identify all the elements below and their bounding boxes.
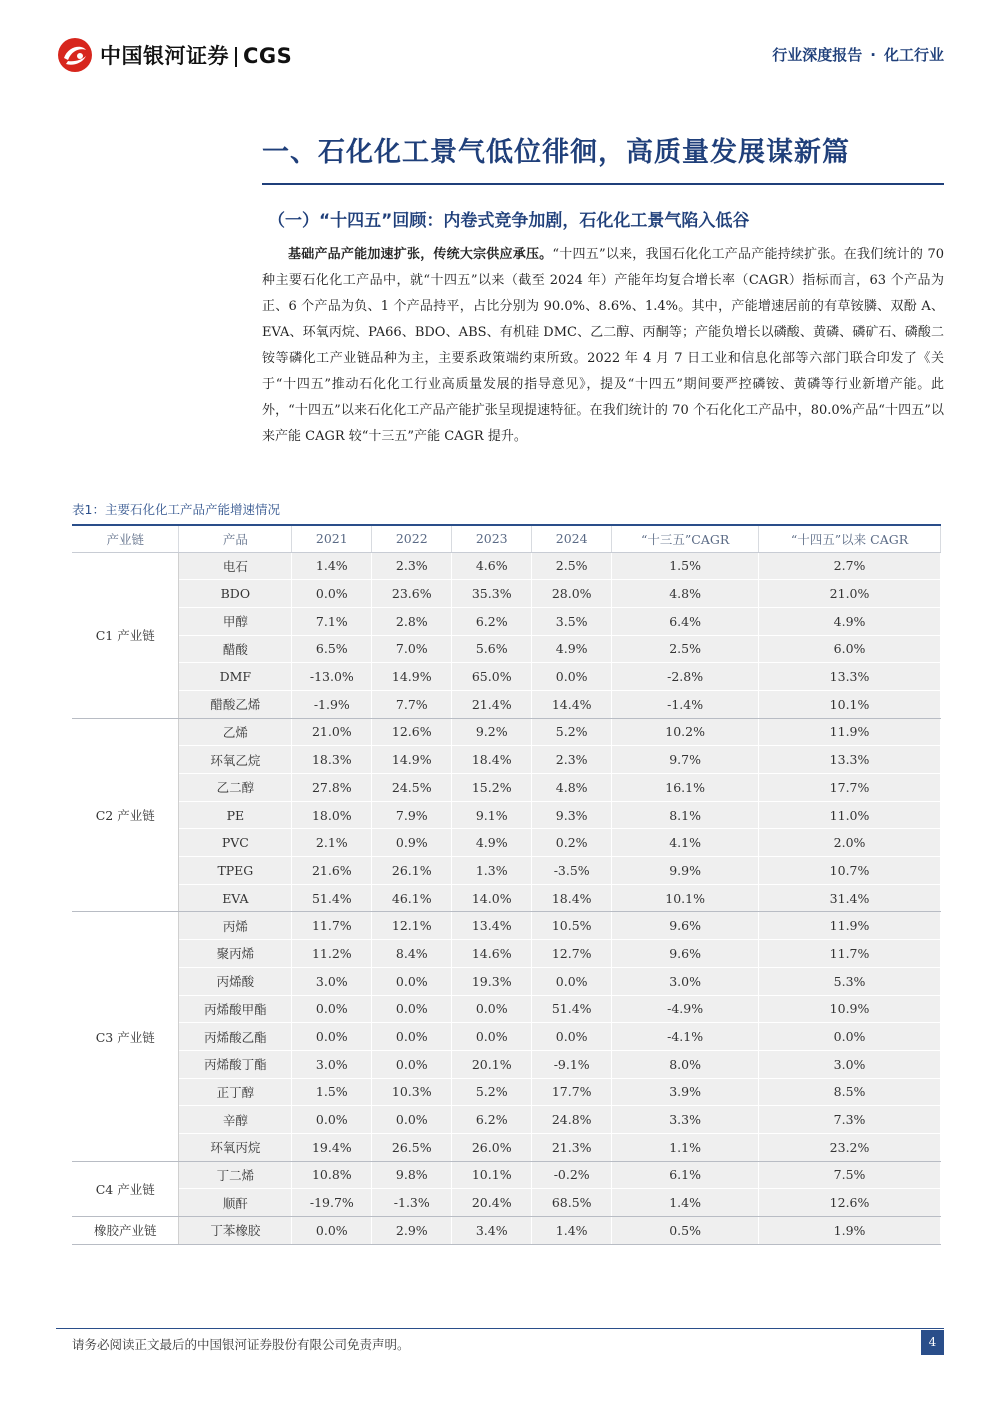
table-row [72,552,941,580]
value-cell: 10.9% [759,995,941,1023]
value-cell: 1.5% [292,1078,372,1106]
value-cell: 1.3% [452,857,532,885]
product-cell: 丁苯橡胶 [179,1217,292,1245]
separator-dot: · [870,46,876,64]
value-cell: 3.0% [612,967,759,995]
product-cell: 丙烯酸 [179,967,292,995]
product-cell: DMF [179,663,292,691]
value-cell: 9.3% [532,801,612,829]
value-cell: 31.4% [759,884,941,912]
value-cell: 12.1% [372,912,452,940]
value-cell: 0.0% [532,1023,612,1051]
table-row [72,940,941,968]
value-cell: 26.5% [372,1133,452,1161]
value-cell: 1.4% [292,552,372,580]
capacity-growth-table [72,524,941,1245]
value-cell: 21.0% [759,580,941,608]
value-cell: 3.0% [292,1050,372,1078]
value-cell: 15.2% [452,774,532,802]
product-cell: 正丁醇 [179,1078,292,1106]
product-cell: 丁二烯 [179,1161,292,1189]
value-cell: 13.4% [452,912,532,940]
value-cell: 14.4% [532,690,612,718]
value-cell: 2.9% [372,1217,452,1245]
value-cell: 13.3% [759,746,941,774]
value-cell: -9.1% [532,1050,612,1078]
value-cell: 51.4% [292,884,372,912]
table-row [72,1161,941,1189]
value-cell: 7.9% [372,801,452,829]
product-cell: 甲醇 [179,607,292,635]
table-row [72,801,941,829]
value-cell: -4.1% [612,1023,759,1051]
value-cell: 7.7% [372,690,452,718]
footer-divider [56,1328,944,1329]
value-cell: 9.6% [612,940,759,968]
value-cell: 17.7% [759,774,941,802]
value-cell: 1.1% [612,1133,759,1161]
cgs-logo-icon [56,36,94,74]
value-cell: 3.9% [612,1078,759,1106]
footer-disclaimer: 请务必阅读正文最后的中国银河证券股份有限公司免责声明。 [72,1337,410,1352]
value-cell: 2.7% [759,552,941,580]
value-cell: 0.0% [292,1023,372,1051]
value-cell: 2.1% [292,829,372,857]
value-cell: 0.0% [452,995,532,1023]
value-cell: 4.9% [452,829,532,857]
value-cell: 2.8% [372,607,452,635]
value-cell: 0.0% [292,995,372,1023]
value-cell: 0.0% [532,967,612,995]
value-cell: 9.9% [612,857,759,885]
header-cell: 产品 [179,525,292,552]
value-cell: 3.0% [759,1050,941,1078]
table-row [72,912,941,940]
product-cell: TPEG [179,857,292,885]
value-cell: 6.1% [612,1161,759,1189]
value-cell: 8.0% [612,1050,759,1078]
value-cell: 6.0% [759,635,941,663]
value-cell: 18.4% [452,746,532,774]
table-body [72,552,941,1244]
value-cell: 4.9% [532,635,612,663]
value-cell: 4.6% [452,552,532,580]
table-row [72,774,941,802]
product-cell: 环氧丙烷 [179,1133,292,1161]
report-category [772,44,944,65]
value-cell: 24.8% [532,1106,612,1134]
value-cell: 35.3% [452,580,532,608]
paragraph-text: “十四五”以来，我国石化化工产品产能持续扩张。在我们统计的 70 种主要石化化工产品中，就“十四五”以来（截至 2024 年）产能年均复合增长率（CAGR）指标而言，63 个产品为正、6 个产品为负、1 个产品持平，占比分别为 90.0%、8.6%、1.4%。其中，产能增速居前的有草铵膦、双酚 A、EVA、环氧丙烷、PA66、BDO、ABS、有机硅 DMC、乙二醇、丙酮等；产能负增长以磷酸、黄磷、磷矿石、磷酸二铵等磷化工产业链品种为主，主要系政策端约束所致。2022 年 4 月 7 日工业和信息化部等六部门联合印发了《关于“十四五”推动石化化工行业高质量发展的指导意见》，提及“十四五”期间要严控磷铵、黄磷等行业新增产能。此外，“十四五”以来石化化工产品产能扩张呈现提速特征。在我们统计的 70 个石化化工产品中，80.0%产品“十四五”以来产能 CAGR 较“十三五”产能 CAGR 提升。 [262,247,944,444]
chain-cell: C4 产业链 [72,1161,179,1216]
value-cell: 11.2% [292,940,372,968]
value-cell: 0.0% [452,1023,532,1051]
table-row [72,746,941,774]
value-cell: -0.2% [532,1161,612,1189]
table-row [72,1050,941,1078]
chain-cell: C2 产业链 [72,718,179,912]
brand-logo [56,36,292,74]
value-cell: 10.5% [532,912,612,940]
value-cell: -2.8% [612,663,759,691]
value-cell: -1.3% [372,1189,452,1217]
value-cell: 7.3% [759,1106,941,1134]
value-cell: 11.7% [759,940,941,968]
product-cell: 丙烯酸丁酯 [179,1050,292,1078]
table-row [72,635,941,663]
value-cell: 4.1% [612,829,759,857]
value-cell: 0.0% [292,580,372,608]
table-row [72,607,941,635]
product-cell: 顺酐 [179,1189,292,1217]
product-cell: 丙烯 [179,912,292,940]
value-cell: -13.0% [292,663,372,691]
product-cell: 乙二醇 [179,774,292,802]
header-cell: “十四五”以来 CAGR [759,525,941,552]
value-cell: 18.3% [292,746,372,774]
value-cell: 2.3% [532,746,612,774]
value-cell: 51.4% [532,995,612,1023]
value-cell: 7.1% [292,607,372,635]
value-cell: 24.5% [372,774,452,802]
value-cell: -19.7% [292,1189,372,1217]
value-cell: 9.8% [372,1161,452,1189]
value-cell: 26.1% [372,857,452,885]
value-cell: 1.5% [612,552,759,580]
value-cell: 18.0% [292,801,372,829]
table-header-row [72,525,941,552]
value-cell: 6.2% [452,1106,532,1134]
value-cell: 16.1% [612,774,759,802]
value-cell: 7.0% [372,635,452,663]
value-cell: 27.8% [292,774,372,802]
table-caption: 表1：主要石化化工产品产能增速情况 [72,502,280,517]
value-cell: 9.7% [612,746,759,774]
value-cell: 0.5% [612,1217,759,1245]
value-cell: 0.0% [372,1050,452,1078]
value-cell: 4.9% [759,607,941,635]
value-cell: 21.0% [292,718,372,746]
table-row [72,663,941,691]
product-cell: 醋酸乙烯 [179,690,292,718]
value-cell: 0.0% [372,995,452,1023]
header-cell: 2021 [292,525,372,552]
value-cell: 65.0% [452,663,532,691]
value-cell: -3.5% [532,857,612,885]
page-number: 4 [921,1330,944,1355]
value-cell: 18.4% [532,884,612,912]
value-cell: 3.0% [292,967,372,995]
value-cell: 1.4% [612,1189,759,1217]
value-cell: 14.9% [372,746,452,774]
value-cell: 3.5% [532,607,612,635]
table-row [72,718,941,746]
value-cell: 21.3% [532,1133,612,1161]
chain-cell: C3 产业链 [72,912,179,1161]
value-cell: 10.1% [612,884,759,912]
product-cell: 醋酸 [179,635,292,663]
table-row [72,580,941,608]
page-header [0,0,992,80]
value-cell: 7.5% [759,1161,941,1189]
product-cell: BDO [179,580,292,608]
value-cell: 8.4% [372,940,452,968]
value-cell: 17.7% [532,1078,612,1106]
chain-cell: C1 产业链 [72,552,179,718]
value-cell: 6.4% [612,607,759,635]
industry-label: 化工行业 [883,46,944,64]
value-cell: 5.2% [532,718,612,746]
table-row [72,690,941,718]
table-row [72,1106,941,1134]
value-cell: 0.0% [292,1106,372,1134]
table-row [72,967,941,995]
value-cell: 19.3% [452,967,532,995]
value-cell: 0.0% [372,967,452,995]
value-cell: 0.2% [532,829,612,857]
value-cell: 2.5% [612,635,759,663]
value-cell: 23.6% [372,580,452,608]
value-cell: -1.4% [612,690,759,718]
value-cell: 12.7% [532,940,612,968]
product-cell: 乙烯 [179,718,292,746]
table-row [72,1189,941,1217]
product-cell: 丙烯酸乙酯 [179,1023,292,1051]
product-cell: 环氧乙烷 [179,746,292,774]
value-cell: 10.1% [759,690,941,718]
header-cell: 2023 [452,525,532,552]
value-cell: 14.9% [372,663,452,691]
header-cell: “十三五”CAGR [612,525,759,552]
paragraph-lead: 基础产品产能加速扩张，传统大宗供应承压。 [288,247,553,262]
table-row [72,995,941,1023]
body-paragraph [262,242,944,450]
value-cell: 0.0% [372,1023,452,1051]
header-cell: 产业链 [72,525,179,552]
value-cell: 14.0% [452,884,532,912]
value-cell: 0.0% [759,1023,941,1051]
brand-name: 中国银河证券 CGS [100,44,293,68]
value-cell: 10.3% [372,1078,452,1106]
value-cell: 68.5% [532,1189,612,1217]
table-row [72,857,941,885]
header-cell: 2024 [532,525,612,552]
value-cell: 6.5% [292,635,372,663]
value-cell: 3.4% [452,1217,532,1245]
value-cell: 12.6% [372,718,452,746]
value-cell: 5.6% [452,635,532,663]
value-cell: 0.0% [372,1106,452,1134]
value-cell: 14.6% [452,940,532,968]
value-cell: 9.1% [452,801,532,829]
value-cell: 10.7% [759,857,941,885]
value-cell: 1.9% [759,1217,941,1245]
value-cell: 26.0% [452,1133,532,1161]
value-cell: 5.3% [759,967,941,995]
value-cell: 9.2% [452,718,532,746]
value-cell: 20.4% [452,1189,532,1217]
report-type: 行业深度报告 [772,46,863,64]
value-cell: 13.3% [759,663,941,691]
value-cell: 6.2% [452,607,532,635]
value-cell: -4.9% [612,995,759,1023]
product-cell: 辛醇 [179,1106,292,1134]
table-row [72,1078,941,1106]
section-divider [262,183,944,185]
value-cell: 5.2% [452,1078,532,1106]
value-cell: 2.5% [532,552,612,580]
subsection-title: （一）“十四五”回顾：内卷式竞争加剧，石化化工景气陷入低谷 [268,211,750,231]
value-cell: 0.9% [372,829,452,857]
value-cell: 23.2% [759,1133,941,1161]
value-cell: 10.1% [452,1161,532,1189]
value-cell: 19.4% [292,1133,372,1161]
value-cell: 2.3% [372,552,452,580]
value-cell: 4.8% [612,580,759,608]
product-cell: PVC [179,829,292,857]
value-cell: 3.3% [612,1106,759,1134]
value-cell: 9.6% [612,912,759,940]
value-cell: 8.5% [759,1078,941,1106]
header-cell: 2022 [372,525,452,552]
value-cell: 11.0% [759,801,941,829]
table-row [72,1217,941,1245]
value-cell: 28.0% [532,580,612,608]
value-cell: 4.8% [532,774,612,802]
chain-cell: 橡胶产业链 [72,1217,179,1245]
value-cell: 11.7% [292,912,372,940]
value-cell: 0.0% [532,663,612,691]
product-cell: 电石 [179,552,292,580]
value-cell: 8.1% [612,801,759,829]
value-cell: 21.6% [292,857,372,885]
table-row [72,884,941,912]
value-cell: 20.1% [452,1050,532,1078]
section-title: 一、石化化工景气低位徘徊，高质量发展谋新篇 [262,137,850,168]
value-cell: 11.9% [759,912,941,940]
table-row [72,829,941,857]
value-cell: 0.0% [292,1217,372,1245]
product-cell: 丙烯酸甲酯 [179,995,292,1023]
table-row [72,1023,941,1051]
value-cell: 12.6% [759,1189,941,1217]
product-cell: EVA [179,884,292,912]
value-cell: 21.4% [452,690,532,718]
value-cell: 46.1% [372,884,452,912]
product-cell: 聚丙烯 [179,940,292,968]
value-cell: -1.9% [292,690,372,718]
value-cell: 10.2% [612,718,759,746]
product-cell: PE [179,801,292,829]
value-cell: 10.8% [292,1161,372,1189]
value-cell: 2.0% [759,829,941,857]
table-row [72,1133,941,1161]
value-cell: 11.9% [759,718,941,746]
value-cell: 1.4% [532,1217,612,1245]
